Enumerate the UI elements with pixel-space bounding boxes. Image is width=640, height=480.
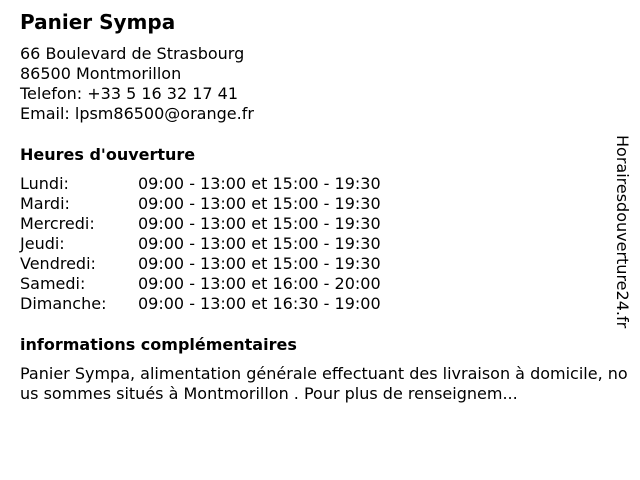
day-label: Lundi: — [20, 174, 69, 193]
day-hours: 09:00 - 13:00 et 15:00 - 19:30 — [138, 174, 381, 193]
additional-info-heading: informations complémentaires — [20, 335, 297, 354]
day-label: Mardi: — [20, 194, 70, 213]
day-hours: 09:00 - 13:00 et 15:00 - 19:30 — [138, 254, 381, 273]
contact-block — [20, 44, 254, 124]
day-label: Dimanche: — [20, 294, 107, 313]
day-hours: 09:00 - 13:00 et 16:00 - 20:00 — [138, 274, 381, 293]
hours-row-wednesday — [20, 214, 381, 234]
address-line-street: 66 Boulevard de Strasbourg — [20, 44, 245, 63]
day-hours: 09:00 - 13:00 et 15:00 - 19:30 — [138, 234, 381, 253]
additional-info-text: Panier Sympa, alimentation générale effectuant des livraison à domicile, nous sommes situés à Montmorillon . Pour plus de renseignem... — [20, 364, 628, 403]
phone-line: Telefon: +33 5 16 32 17 41 — [20, 84, 239, 103]
opening-hours-heading: Heures d'ouverture — [20, 145, 196, 164]
day-label: Mercredi: — [20, 214, 95, 233]
address-line-city: 86500 Montmorillon — [20, 64, 182, 83]
day-label: Vendredi: — [20, 254, 96, 273]
hours-row-saturday — [20, 274, 381, 294]
day-hours: 09:00 - 13:00 et 16:30 - 19:00 — [138, 294, 381, 313]
day-hours: 09:00 - 13:00 et 15:00 - 19:30 — [138, 194, 381, 213]
business-name: Panier Sympa — [20, 10, 176, 34]
hours-row-monday — [20, 174, 381, 194]
hours-row-friday — [20, 254, 381, 274]
email-line: Email: lpsm86500@orange.fr — [20, 104, 254, 123]
opening-hours-table — [20, 174, 381, 314]
hours-row-thursday — [20, 234, 381, 254]
day-hours: 09:00 - 13:00 et 15:00 - 19:30 — [138, 214, 381, 233]
day-label: Jeudi: — [20, 234, 65, 253]
hours-row-sunday — [20, 294, 381, 314]
site-watermark: Horairesdouverture24.fr — [613, 135, 632, 329]
hours-row-tuesday — [20, 194, 381, 214]
day-label: Samedi: — [20, 274, 86, 293]
